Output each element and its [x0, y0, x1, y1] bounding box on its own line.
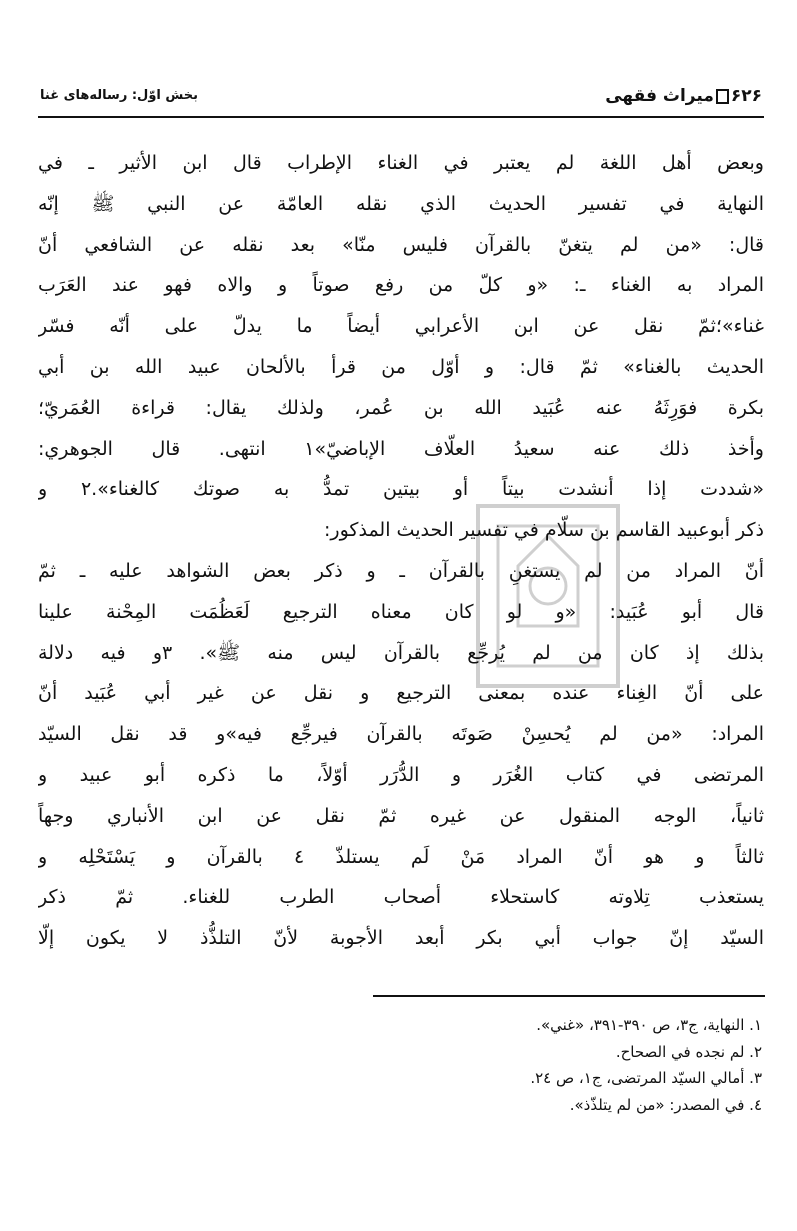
text-line: المراد: «من لم يُحسِنْ صَوتَه بالقرآن فيرجِّع فيه»و قد نقل السيّد: [38, 723, 764, 746]
footnotes: [42, 1012, 762, 1118]
text-line: قال أبو عُبَيد: «و لو كان معناه الترجيع لَعَظُمَت المِحْنة علينا: [38, 600, 764, 623]
text-line: غناء»؛ثمّ نقل عن ابن الأعرابي أيضاً ما يدلّ على أنّه فسّر: [38, 315, 764, 338]
main-text: [38, 143, 764, 959]
footnote-rule: [373, 995, 765, 997]
footnote: ٣. أمالي السيّد المرتضى، ج١، ص ٢٤.: [530, 1069, 762, 1087]
text-line: ذكر أبوعبيد القاسم بن سلّام في تفسير الحديث المذكور:: [324, 519, 764, 542]
running-header: [38, 84, 764, 118]
footnote: ٢. لم نجده في الصحاح.: [615, 1042, 762, 1061]
text-line: السيّد إنّ جواب أبي بكر أبعد الأجوبة لأنّ التلذُّذ لا يكون إلّا: [38, 927, 764, 950]
text-line: النهاية في تفسير الحديث الذي نقله العامّة عن النبي ﷺ إنّه: [38, 192, 764, 215]
text-line: وبعض أهل اللغة لم يعتبر في الغناء الإطراب قال ابن الأثير ـ في: [38, 152, 764, 174]
text-line: أنّ المراد من لم يستغنِ بالقرآن ـ و ذكر بعض الشواهد عليه ـ ثمّ: [38, 559, 764, 582]
footnote: ١. النهاية، ج٣، ص ٣٩٠-٣٩١، «غني».: [536, 1016, 762, 1034]
text-line: «شددت إذا أنشدت بيتاً أو بيتين تمدُّ به صوتك كالغناء».٢ و: [38, 478, 764, 501]
header-rule: [38, 116, 764, 118]
section-title: بخش اوّل: رساله‌های غنا: [40, 88, 199, 103]
footnote: ٤. في المصدر: «من لم يتلذّذ».: [569, 1095, 762, 1114]
text-line: وأخذ ذلك عنه سعيدُ العلّاف الإباضيّ»١ انتهى. قال الجوهري:: [38, 437, 764, 460]
text-line: ثالثاً و هو أنّ المراد مَنْ لَم يستلذّ ٤ بالقرآن و يَسْتَحْلِه و: [38, 845, 764, 868]
text-line: المرتضى في كتاب الغُرَر و الدُّرَر أوّلاً، ما ذكره أبو عبيد و: [38, 763, 764, 786]
page-number: ۶۲۶: [730, 86, 762, 106]
text-line: على أنّ الغِناء عنده بمعنى الترجيع و نقل عن غير أبي عُبَيد أنّ: [38, 682, 764, 705]
text-line: المراد به الغناء ـ: «و كلّ من رفع صوتاً و والاه فهو عند العَرَب: [38, 274, 764, 297]
square-ornament-icon: [716, 89, 729, 104]
page-number-block: [605, 86, 762, 106]
text-line: بكرة فوَرِثَهُ عنه عُبَيد الله بن عُمر، ولذلك يقال: قراءة العُمَريّ؛: [38, 396, 764, 419]
text-line: يستعذب تِلاوته كاستحلاء أصحاب الطرب للغناء. ثمّ ذكر: [38, 886, 764, 909]
book-title: میراث فقهی: [605, 86, 714, 106]
text-line: ثانياً، الوجه المنقول عن غيره ثمّ نقل عن ابن الأنباري وجهاً: [38, 804, 764, 827]
text-line: بذلك إذ كان من لم يُرجِّع بالقرآن ليس منه ﷺ». ٣و فيه دلالة: [38, 641, 764, 664]
text-line: الحديث بالغناء» ثمّ قال: و أوّل من قرأ بالألحان عبيد الله بن أبي: [38, 355, 764, 378]
text-line: قال: «من لم يتغنّ بالقرآن فليس منّا» بعد نقله عن الشافعي أنّ: [38, 233, 764, 256]
